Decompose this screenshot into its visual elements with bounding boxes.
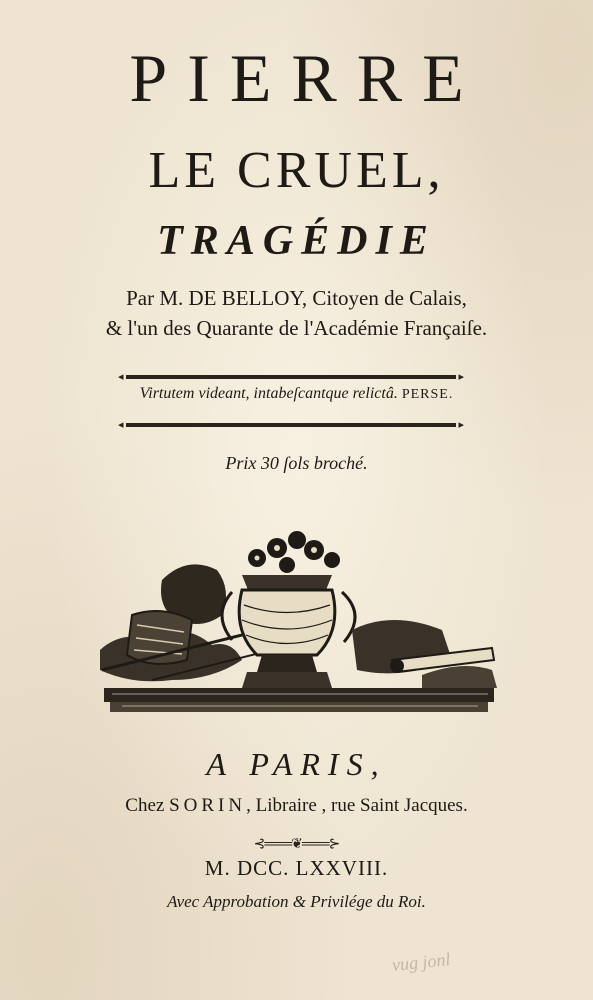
imprint-city: A PARIS,: [206, 746, 387, 782]
publisher-prefix: Chez: [125, 795, 165, 816]
privilege-line: Avec Approbation & Privilége du Roi.: [167, 892, 426, 911]
ornamental-rule-bottom: ◂ ▸: [118, 419, 464, 431]
title-line-2: LE CRUEL,: [148, 142, 445, 199]
epigraph-source: PERSE.: [401, 387, 454, 402]
small-ornament-divider: ⊰═══❦═══⊱: [253, 837, 340, 852]
ornamental-rule-top: ◂ ▸: [118, 371, 464, 383]
genre-heading: TRAGÉDIE: [157, 218, 436, 264]
title-line-1: PIERRE: [129, 40, 484, 116]
urn-and-armor-vignette: [92, 520, 502, 725]
author-line-2: & l'un des Quarante de l'Académie Françaiſe.: [105, 316, 488, 340]
author-line-1: Par M. DE BELLOY, Citoyen de Calais,: [126, 286, 467, 310]
epigraph: [0, 386, 593, 402]
epigraph-text: Virtutem videant, intabeſcantque relictâ.: [139, 385, 398, 402]
imprint-year: M. DCC. LXXVIII.: [204, 856, 389, 880]
publisher-suffix: , Libraire , rue Saint Jacques.: [246, 795, 468, 816]
pencil-annotation: vug jonl: [391, 949, 452, 976]
price-line: Prix 30 ſols broché.: [225, 453, 368, 473]
publisher-name: SORIN: [169, 795, 247, 816]
imprint-publisher: [0, 796, 593, 815]
